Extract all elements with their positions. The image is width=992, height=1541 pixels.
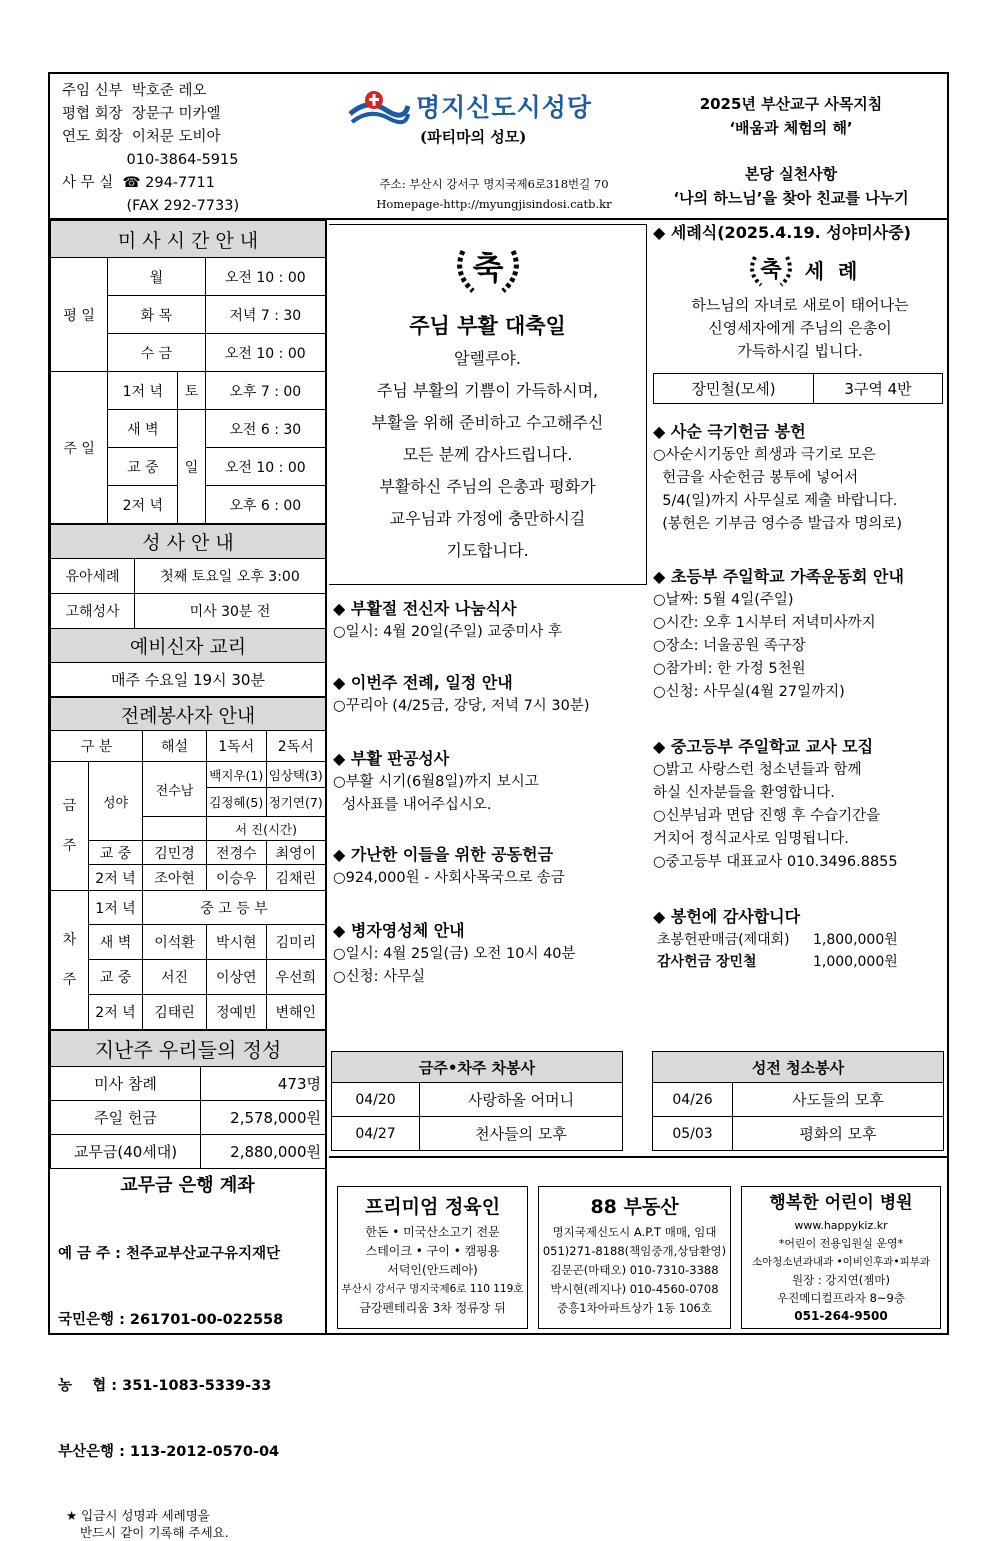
easter-line: 부활을 위해 준비하고 수고해주신 [371,413,604,432]
ad-butcher [337,1186,528,1329]
thanks-value: 1,800,000원 [813,932,898,948]
header [50,74,947,220]
right-column [651,222,947,973]
commentator-cell: 서진 [143,960,207,995]
mass-name: 2저 녁 [89,995,143,1030]
offering-value: 2,880,000원 [201,1135,326,1169]
mass-name: 2저 녁 [108,486,178,524]
staff-line: 주임 신부 박호준 레오 [62,83,207,99]
bulletin-page [48,72,949,1540]
service-group: 사랑하올 어머니 [420,1083,623,1117]
sacrament-value: 미사 30분 전 [135,594,326,629]
servers-header: 2독서 [266,731,326,762]
church-logo-icon [346,88,410,128]
middle-column [329,222,647,995]
thanks-value: 1,000,000원 [813,954,898,970]
service-group: 천사들의 모후 [420,1117,623,1151]
reader-cell: 김미리 [266,925,326,960]
easter-line: 교우님과 가정에 충만하시길 [389,509,586,528]
reader-cell: 이승우 [207,865,267,891]
thanks-title: 봉헌에 감사합니다 [670,907,801,926]
reader-cell: 이상연 [207,960,267,995]
notice-item: ○장소: 너울공원 족구장 [653,638,806,654]
motto-block [635,92,947,210]
eve-label: 성야 [89,762,143,841]
mass-name: 교 중 [89,841,143,865]
easter-message [329,343,646,567]
baptism-emblem [653,244,947,294]
reader-cell: 김채린 [266,865,326,891]
time-cell: 오전 6 : 30 [205,410,325,448]
ad-line: 스테이크 • 구이 • 캠핑용 [365,1244,500,1258]
notice [333,747,647,843]
motto-theme: ‘배움과 체험의 해’ [729,119,853,137]
reader-cell: 변해인 [266,995,326,1030]
sun-label: 일 [178,410,205,524]
notice-item: 5/4(일)까지 사무실로 제출 바랍니다. [653,493,898,509]
reader-cell: 박시현 [207,925,267,960]
offering-name: 주일 헌금 [51,1101,201,1135]
service-group: 사도들의 모후 [733,1083,944,1117]
notice [653,420,947,565]
notice-title-text: 병자영성체 안내 [350,921,465,940]
address: 주소: 부산시 강서구 명지국제6로318번길 70 [379,177,609,191]
commentator-cell: 김민경 [143,841,207,865]
staff-line: 평협 회장 장문구 미카엘 [62,106,221,122]
service-date: 04/26 [653,1083,733,1117]
notice-title-text: 부활절 전신자 나눔식사 [350,599,517,618]
offering-table [50,1030,326,1169]
day-cell: 수 금 [108,334,205,372]
servers-table [50,697,326,1030]
easter-line: 부활하신 주님의 은총과 평화가 [379,477,596,496]
staff-line: 사 무 실 ☎ 294-7711 [62,175,215,191]
address-block [356,174,632,214]
bank-account: 농 협 : 351-1083-5339-33 [58,1378,272,1394]
mass-name: 새 벽 [108,410,178,448]
notices-right [651,404,947,973]
left-column [50,220,327,1540]
servers-header: 해설 [143,731,207,762]
baptism-line: 신영세자에게 주님의 은총이 [708,319,892,337]
time-cell: 오전 10 : 00 [205,258,325,296]
notice-item: ○시간: 오후 1시부터 저녁미사까지 [653,615,876,631]
notice-item: 성사표를 내어주십시오. [333,797,492,813]
day-cell: 월 [108,258,205,296]
notice-title: ◆ 초등부 주일학교 가족운동회 안내 [653,567,904,586]
notice-title-text: 사순 극기헌금 봉헌 [670,422,806,441]
laurel-emblem-icon [443,233,533,303]
mass-name: 1저 녁 [89,891,143,925]
easter-box [329,224,647,585]
notice-title-text: 가난한 이들을 위한 공동헌금 [350,845,554,864]
youth-group-cell: 중 고 등 부 [143,891,326,925]
notice-item: ○중고등부 대표교사 010.3496.8855 [653,854,898,870]
notice-title: ◆ 가난한 이들을 위한 공동헌금 [333,845,554,864]
commentator-cell: 이석환 [143,925,207,960]
ad-line: 중흥1차아파트상가 1동 106호 [557,1301,712,1315]
notice-item: ○밝고 사랑스런 청소년들과 함께 [653,762,862,778]
offering-title: 지난주 우리들의 정성 [51,1031,326,1067]
laurel-emblem-icon [743,247,799,291]
baptism-area: 3구역 4반 [814,374,943,404]
mass-name: 교 중 [108,448,178,486]
reader-cell: 백지우(1) [207,762,267,788]
motto-title: 2025년 부산교구 사목지침 [699,95,883,113]
service-group: 평화의 모후 [733,1117,944,1151]
notice-title: ◆ 병자영성체 안내 [333,921,465,940]
offering-name: 미사 참례 [51,1067,201,1101]
time-cell: 저녁 7 : 30 [205,296,325,334]
bank-title: 교무금 은행 계좌 [120,1175,255,1196]
easter-line: 기도합니다. [446,541,529,560]
cleaning-service-table [652,1051,944,1151]
baptism-message [653,294,947,363]
bank-account: 국민은행 : 261701-00-022558 [58,1312,284,1328]
time-cell: 오후 7 : 00 [205,372,325,410]
practice-title: 본당 실천사항 [744,165,838,183]
tea-service-table [331,1051,623,1151]
week2-label-bottom: 주 [62,972,77,988]
notice-title: ◆ 중고등부 주일학교 교사 모집 [653,737,874,756]
ad-realestate [538,1186,731,1329]
staff-line: (FAX 292-7733) [62,198,240,214]
thanks-row [653,929,947,951]
notice-item: ○사순시기동안 희생과 극기로 모은 [653,447,876,463]
ad-title: 행복한 어린이 병원 [769,1193,913,1213]
notice-title-text: 중고등부 주일학교 교사 모집 [670,737,874,756]
notices-middle [329,585,647,995]
sacrament-name: 유아세례 [51,559,135,594]
notice-item: ○일시: 4월 25일(금) 오전 10시 40분 [333,946,576,962]
cleaning-title: 성전 청소봉사 [653,1052,944,1083]
ad-line: 051)271-8188(책임중개,상담환영) [542,1244,727,1258]
reader-cell: 임상택(3) [266,762,326,788]
notice [653,565,947,735]
staff-line: 010-3864-5915 [62,152,239,168]
baptism-table [653,373,943,404]
ad-title: 88 부동산 [590,1196,679,1218]
tea-title: 금주•차주 차봉사 [332,1052,623,1083]
offering-value: 2,578,000원 [201,1101,326,1135]
bank-accounts [58,1199,325,1507]
reader-cell: 정예빈 [207,995,267,1030]
mass-name: 교 중 [89,960,143,995]
bank-account: 예 금 주 : 천주교부산교구유지재단 [58,1246,281,1262]
baptism-line: 하느님의 자녀로 새로이 태어나는 [691,296,909,314]
notice-item: 거치어 정식교사로 임명됩니다. [653,831,849,847]
baptism-label: 세 례 [804,258,858,283]
bank-note: 반드시 같이 기록해 주세요. [80,1525,229,1540]
staff-line: 연도 회장 이처문 도비아 [62,129,221,145]
thanks-name: 감사헌금 장민철 [657,954,757,970]
week1-label [51,762,89,891]
notice-item: (봉헌은 기부금 영수증 발급자 명의로) [653,516,903,532]
notice-title: ◆ 부활 판공성사 [333,749,450,768]
notice [333,671,647,747]
ad-line: *어린이 전용입원실 운영* [778,1237,904,1250]
week2-label [51,891,89,1030]
sunday-label: 주 일 [51,372,108,524]
ad-line: 원장 : 강지연(젬마) [792,1273,890,1287]
notice-title: ◆ 부활절 전신자 나눔식사 [333,599,517,618]
emblem-text: 축 [760,257,782,283]
notice-title: ◆ 이번주 전례, 일정 안내 [333,673,513,692]
notice-item: ○참가비: 한 가정 5천원 [653,661,806,677]
church-name: 명지신도시성당 [416,93,593,122]
offering-value: 473명 [201,1067,326,1101]
sacrament-table [50,524,326,697]
sat-label: 토 [178,372,205,410]
week1-label-top: 금 [62,798,77,814]
easter-line: 알렐루야. [454,349,521,368]
time-cell: 오후 6 : 00 [205,486,325,524]
notice-item: ○924,000원 - 사회사목국으로 송금 [333,870,565,886]
service-date: 05/03 [653,1117,733,1151]
sacrament-value: 첫째 토요일 오후 3:00 [135,559,326,594]
notice-item: ○신부님과 면담 진행 후 수습기간을 [653,808,881,824]
ad-hospital [741,1186,941,1329]
ad-line: 소아청소년과내과 •이비인후과•피부과 [751,1256,930,1268]
notice [333,919,647,995]
notice-item: ○신청: 사무실 [333,969,426,985]
ad-line: 김문곤(마태오) 010-7310-3388 [550,1263,719,1277]
thanks-name: 초봉헌판매금(제대회) [657,932,790,948]
church-subtitle: (파티마의 성모) [420,128,527,146]
notice-title-text: 부활 판공성사 [350,749,450,768]
ad-line: 051-264-9500 [794,1309,888,1323]
baptism-section [651,222,947,404]
easter-line: 주님 부활의 기쁨이 가득하시며, [376,381,599,400]
notice-title-text: 이번주 전례, 일정 안내 [350,673,513,692]
notice-item: ○부활 시기(6월8일)까지 보시고 [333,774,539,790]
servers-header: 구 분 [51,731,143,762]
catechumen-title: 예비신자 교리 [51,629,326,663]
sacrament-title: 성 사 안 내 [51,525,326,559]
notice-item: ○일시: 4월 20일(주일) 교중미사 후 [333,624,563,640]
week1-label-bottom: 주 [62,838,77,854]
practice-text: ‘나의 하느님’을 찾아 친교를 나누기 [673,189,909,207]
baptism-line: 가득하시길 빕니다. [737,342,863,360]
notice-item: ○날짜: 5월 4일(주일) [653,592,794,608]
ad-line: 우진메디컬프라자 8~9층 [777,1291,905,1305]
notice-title: ◆ 봉헌에 감사합니다 [653,907,801,926]
week2-label-top: 차 [62,932,77,948]
mass-name: 1저 녁 [108,372,178,410]
bank-note: ★ 입금시 성명과 세례명을 [66,1508,210,1523]
mass-name: 새 벽 [89,925,143,960]
offering-name: 교무금(40세대) [51,1135,201,1169]
servers-title: 전례봉사자 안내 [51,698,326,731]
time-cell: 오전 10 : 00 [205,448,325,486]
ad-line[interactable]: www.happykiz.kr [794,1219,888,1232]
day-cell: 화 목 [108,296,205,334]
mass-schedule-table [50,220,326,524]
homepage-link[interactable]: Homepage-http://myungjisindosi.catb.kr [376,197,612,211]
reader-cell: 정기연(7) [266,788,326,817]
ad-line: 한돈 • 미국산소고기 전문 [365,1225,500,1239]
emblem-text: 축 [472,249,503,287]
mass-title: 미 사 시 간 안 내 [51,221,326,258]
notice [653,735,947,905]
baptism-title: 세례식(2025.4.19. 성야미사중) [670,223,911,242]
time-cell: 오전 10 : 00 [205,334,325,372]
weekday-label: 평 일 [51,258,108,372]
reader-cell: 최영이 [266,841,326,865]
reader-cell: 김정혜(5) [207,788,267,817]
eve-commentator: 전수남 [143,762,207,817]
thanks-section [653,905,947,973]
mass-name: 2저 녁 [89,865,143,891]
commentator-cell: 조아현 [143,865,207,891]
notice-item: ○꾸리아 (4/25금, 강당, 저녁 7시 30분) [333,698,590,714]
ad-title: 프리미엄 정육인 [364,1196,501,1218]
notice-title: ◆ 세례식(2025.4.19. 성야미사중) [653,223,911,242]
sacrament-name: 고해성사 [51,594,135,629]
reader-cell: 전경수 [207,841,267,865]
ad-line: 서덕인(안드레아) [387,1263,478,1277]
ad-line: 부산시 강서구 명지국제6로 110 119호 [341,1283,524,1295]
thanks-row [653,951,947,973]
easter-line: 모든 분께 감사드립니다. [402,445,573,464]
ad-line: 박시현(레지나) 010-4560-0708 [550,1282,719,1296]
ad-line: 명지국제신도시 A.P.T 매매, 임대 [552,1225,717,1239]
reader-cell: 서 진(시간) [207,817,326,841]
staff-list [62,80,239,218]
bank-account: 부산은행 : 113-2012-0570-04 [58,1444,280,1460]
notice [333,843,647,919]
catechumen-value: 매주 수요일 19시 30분 [51,663,326,697]
service-date: 04/20 [332,1083,420,1117]
bank-block [50,1169,325,1541]
easter-title: 주님 부활 대축일 [409,314,566,338]
servers-header: 1독서 [207,731,267,762]
reader-cell: 우선희 [266,960,326,995]
notice-item: 헌금을 사순헌금 봉투에 넣어서 [653,470,859,486]
commentator-cell: 김태린 [143,995,207,1030]
service-date: 04/27 [332,1117,420,1151]
ad-line: 금강펜테리움 3차 정류장 뒤 [359,1301,506,1315]
notice-item: ○신청: 사무실(4월 27일까지) [653,684,845,700]
notice-title-text: 초등부 주일학교 가족운동회 안내 [670,567,904,586]
notice-item: 하실 신자분들을 환영합니다. [653,785,835,801]
notice [333,597,647,671]
notice-title: ◆ 사순 극기헌금 봉헌 [653,422,806,441]
baptism-person: 장민철(모세) [654,374,814,404]
